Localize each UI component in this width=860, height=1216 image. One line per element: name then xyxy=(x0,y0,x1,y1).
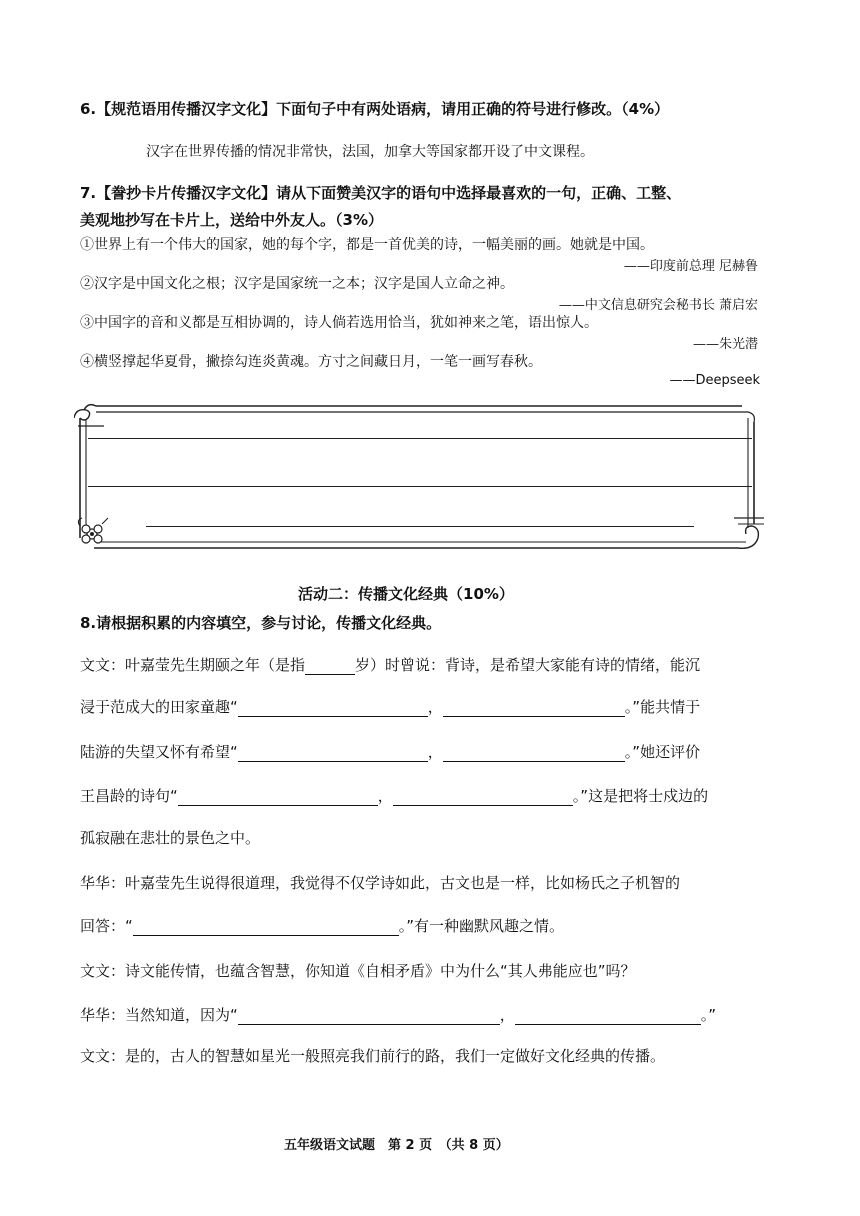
card-writing-line-2[interactable] xyxy=(88,486,752,487)
question-8-title: 8.请根据积累的内容填空，参与讨论，传播文化经典。 xyxy=(80,614,442,632)
q8-line-4-a: 王昌龄的诗句“ xyxy=(80,787,178,805)
q8-line-4-b: 。”这是把将士戍边的 xyxy=(572,787,709,805)
q8-line-3-sep: ， xyxy=(427,743,443,761)
question-7-title-line2: 美观地抄写在卡片上，送给中外友人。（3%） xyxy=(80,211,383,229)
q8-line-1 xyxy=(80,654,700,675)
blank-lu-1[interactable] xyxy=(238,745,428,762)
quote-3-source: ——朱光潜 xyxy=(692,337,758,352)
copy-card xyxy=(74,398,764,556)
quote-4-source: ——Deepseek xyxy=(669,373,760,388)
question-6-title: 6.【规范语用传播汉字文化】下面句子中有两处语病，请用正确的符号进行修改。（4%） xyxy=(80,100,670,118)
q8-line-4 xyxy=(80,785,708,806)
blank-fan-1[interactable] xyxy=(238,700,428,717)
blank-wang-1[interactable] xyxy=(178,789,378,806)
quote-2-source: ——中文信息研究会秘书长 萧启宏 xyxy=(558,298,758,313)
q8-line-2-a: 浸于范成大的田家童趣“ xyxy=(80,698,238,716)
q8-line-3-b: 。”她还评价 xyxy=(624,743,701,761)
q8-line-6: 华华：叶嘉莹先生说得很道理，我觉得不仅学诗如此，古文也是一样，比如杨氏之子机智的 xyxy=(80,874,681,892)
q8-line-2 xyxy=(80,696,700,717)
q8-line-9-b: 。” xyxy=(700,1006,717,1024)
quote-1: ①世界上有一个伟大的国家，她的每个字，都是一首优美的诗，一幅美丽的画。她就是中国。 xyxy=(80,237,654,253)
quote-4: ④横竖撑起华夏骨，撇捺勾连炎黄魂。方寸之间藏日月，一笔一画写春秋。 xyxy=(80,354,542,370)
blank-wang-2[interactable] xyxy=(393,789,573,806)
q8-line-10: 文文：是的，古人的智慧如星光一般照亮我们前行的路，我们一定做好文化经典的传播。 xyxy=(80,1047,666,1065)
q8-line-7 xyxy=(80,915,564,936)
quote-1-source: ——印度前总理 尼赫鲁 xyxy=(623,259,758,274)
blank-fan-2[interactable] xyxy=(443,700,625,717)
q8-line-5: 孤寂融在悲壮的景色之中。 xyxy=(80,829,261,847)
q8-line-3-a: 陆游的失望又怀有希望“ xyxy=(80,743,238,761)
flower-ornament xyxy=(78,518,108,543)
q8-line-9 xyxy=(80,1004,716,1025)
q8-line-1-a: 文文：叶嘉莹先生期颐之年（是指 xyxy=(80,656,306,674)
q8-line-7-b: 。”有一种幽默风趣之情。 xyxy=(398,917,565,935)
q8-line-9-sep: ， xyxy=(499,1006,515,1024)
blank-reason-2[interactable] xyxy=(515,1008,701,1025)
q8-line-9-a: 华华：当然知道，因为“ xyxy=(80,1006,238,1024)
blank-age[interactable] xyxy=(305,658,355,675)
activity-2-title: 活动二：传播文化经典（10%） xyxy=(298,585,514,603)
card-writing-line-3[interactable] xyxy=(146,526,694,527)
q8-line-2-sep: ， xyxy=(427,698,443,716)
q8-line-1-b: 岁）时曾说：背诗，是希望大家能有诗的情绪，能沉 xyxy=(355,656,701,674)
q8-line-8: 文文：诗文能传情，也蕴含智慧，你知道《自相矛盾》中为什么“其人弗能应也”吗？ xyxy=(80,962,636,980)
q8-line-4-sep: ， xyxy=(377,787,393,805)
q8-line-3 xyxy=(80,741,700,762)
blank-yang[interactable] xyxy=(133,919,399,936)
blank-lu-2[interactable] xyxy=(443,745,625,762)
question-6-sentence: 汉字在世界传播的情况非常快，法国，加拿大等国家都开设了中文课程。 xyxy=(146,144,594,160)
q8-line-2-b: 。”能共情于 xyxy=(624,698,701,716)
quote-2: ②汉字是中国文化之根；汉字是国家统一之本；汉字是国人立命之神。 xyxy=(80,276,514,292)
q8-line-7-a: 回答：“ xyxy=(80,917,133,935)
card-writing-line-1[interactable] xyxy=(88,438,752,439)
question-7-title-line1: 7.【誊抄卡片传播汉字文化】请从下面赞美汉字的语句中选择最喜欢的一句，正确、工整、 xyxy=(80,184,682,202)
blank-reason-1[interactable] xyxy=(238,1008,500,1025)
card-border-icon xyxy=(74,398,764,556)
quote-3: ③中国字的音和义都是互相协调的，诗人倘若选用恰当，犹如神来之笔，语出惊人。 xyxy=(80,315,598,331)
page-footer: 五年级语文试题 第 2 页 （共 8 页） xyxy=(284,1138,509,1153)
